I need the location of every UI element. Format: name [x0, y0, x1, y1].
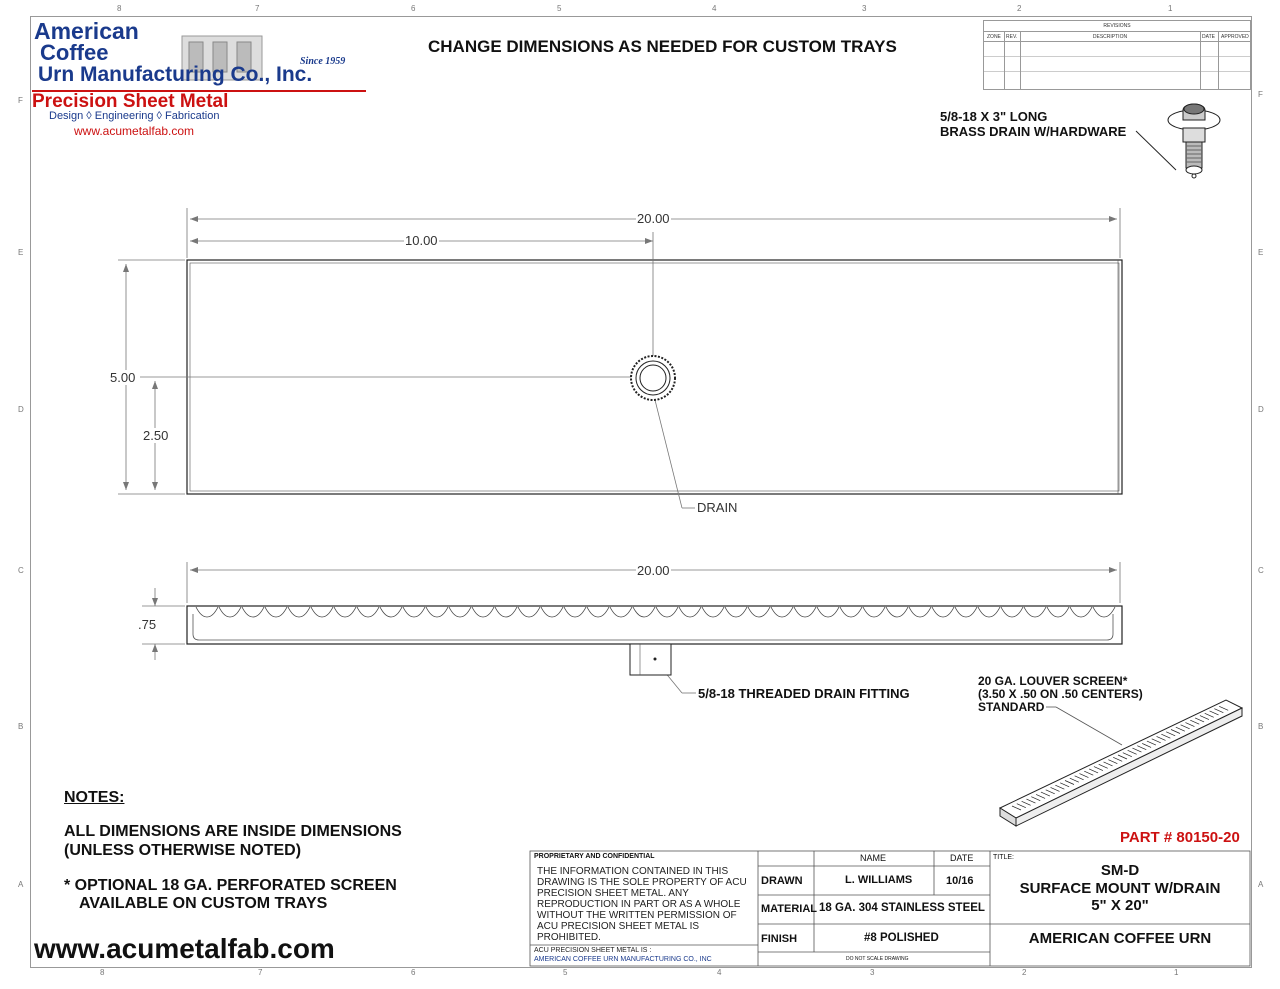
logo-line-urn: Urn Manufacturing Co., Inc. [38, 63, 313, 86]
acu-company: AMERICAN COFFEE URN MANUFACTURING CO., INC [534, 956, 712, 963]
zone-col-bottom-2: 2 [1022, 968, 1027, 977]
date-header: DATE [950, 853, 974, 863]
dim-length-side: 20.00 [637, 563, 670, 578]
zone-col-bottom-6: 6 [411, 968, 416, 977]
material-value: 18 GA. 304 STAINLESS STEEL [819, 902, 985, 914]
logo-since: Since 1959 [300, 56, 346, 67]
zone-col-bottom-8: 8 [100, 968, 105, 977]
zone-row-right-E: E [1258, 248, 1264, 257]
tray-side-outline [187, 606, 1122, 644]
zone-col-bottom-3: 3 [870, 968, 875, 977]
material-label: MATERIAL [761, 903, 818, 915]
zone-row-left-C: C [18, 566, 24, 575]
finish-value: #8 POLISHED [864, 932, 939, 944]
zone-col-bottom-4: 4 [717, 968, 722, 977]
zone-row-left-D: D [18, 405, 24, 414]
zone-col-top-1: 1 [1168, 4, 1173, 13]
zone-row-right-A: A [1258, 880, 1264, 889]
note2-line1: * OPTIONAL 18 GA. PERFORATED SCREEN [64, 877, 397, 894]
note1-line1: ALL DIMENSIONS ARE INSIDE DIMENSIONS [64, 823, 402, 840]
zone-row-left-E: E [18, 248, 24, 257]
notes-heading: NOTES: [64, 789, 125, 806]
brass-drain-illustration [1136, 104, 1220, 178]
zone-row-left-F: F [18, 96, 23, 105]
revisions-title: REVISIONS [1103, 23, 1131, 29]
zone-col-top-7: 7 [255, 4, 260, 13]
dim-length-top: 20.00 [637, 211, 670, 226]
note1-line2: (UNLESS OTHERWISE NOTED) [64, 842, 302, 859]
zone-col-top-5: 5 [557, 4, 562, 13]
zone-col-top-4: 4 [712, 4, 717, 13]
drain-fitting [630, 644, 671, 675]
dim-half-length: 10.00 [405, 233, 438, 248]
website-link[interactable]: www.acumetalfab.com [34, 933, 335, 964]
dim-width: 5.00 [110, 370, 136, 385]
proprietary-heading: PROPRIETARY AND CONFIDENTIAL [534, 853, 655, 860]
drain-callout-line2: BRASS DRAIN W/HARDWARE [940, 124, 1127, 139]
dim-half-width: 2.50 [143, 428, 169, 443]
drain-label: DRAIN [697, 500, 738, 515]
rev-col-date: DATE [1202, 34, 1215, 40]
dim-depth: .75 [138, 617, 157, 632]
do-not-scale: DO NOT SCALE DRAWING [846, 956, 909, 962]
title-line1: SM-D [1100, 862, 1140, 879]
zone-col-top-8: 8 [117, 4, 122, 13]
zone-col-top-2: 2 [1017, 4, 1022, 13]
top-view [118, 208, 1122, 508]
logo-line-american: American [34, 18, 139, 44]
screen-callout-line3: STANDARD [978, 700, 1045, 714]
rev-col-approved: APPROVED [1221, 34, 1249, 40]
name-header: NAME [860, 853, 887, 863]
title-line3: 5" X 20" [1091, 897, 1149, 914]
drawn-name: L. WILLIAMS [845, 874, 913, 886]
acu-line [534, 947, 651, 954]
screen-callout-line1: 20 GA. LOUVER SCREEN* [978, 674, 1128, 688]
part-number: PART # 80150-20 [1120, 829, 1240, 846]
rev-col-description: DESCRIPTION [1092, 34, 1128, 40]
zone-row-right-B: B [1258, 722, 1264, 731]
zone-row-right-F: F [1258, 90, 1263, 99]
louver-screen-illustration [1000, 700, 1242, 826]
drawn-date: 10/16 [946, 875, 974, 887]
fitting-label: 5/8-18 THREADED DRAIN FITTING [698, 686, 910, 701]
zone-row-right-C: C [1258, 566, 1264, 575]
title-label: TITLE: [993, 854, 1015, 861]
zone-col-bottom-1: 1 [1174, 968, 1179, 977]
louver-profile [196, 607, 1115, 617]
rev-col-zone: ZONE [987, 34, 1001, 40]
logo-line-coffee: Coffee [40, 40, 109, 65]
logo-url[interactable]: www.acumetalfab.com [74, 124, 195, 138]
note2-line2: AVAILABLE ON CUSTOM TRAYS [79, 895, 328, 912]
acu-line-text: ACU PRECISION SHEET METAL IS : [534, 947, 652, 954]
screen-callout-line2: (3.50 X .50 ON .50 CENTERS) [978, 687, 1143, 701]
company-name: AMERICAN COFFEE URN [1028, 930, 1212, 947]
zone-row-right-D: D [1258, 405, 1264, 414]
zone-col-top-3: 3 [862, 4, 867, 13]
title-line2: SURFACE MOUNT W/DRAIN [1019, 880, 1221, 897]
drain-callout-line1: 5/8-18 X 3" LONG [940, 109, 1048, 124]
finish-label: FINISH [761, 933, 798, 945]
side-view [142, 562, 1122, 693]
zone-col-top-6: 6 [411, 4, 416, 13]
logo-services: Design ◊ Engineering ◊ Fabrication [49, 110, 220, 122]
drawn-label: DRAWN [761, 875, 803, 887]
page-title: CHANGE DIMENSIONS AS NEEDED FOR CUSTOM TRAYS [428, 37, 897, 56]
rev-col-rev: REV. [1006, 34, 1018, 40]
proprietary-text: THE INFORMATION CONTAINED IN THIS DRAWING IS THE SOLE PROPERTY OF ACU PRECISION SHEET METAL. ANY REPRODUCTION IN PART OR AS A WHOLE WITHOUT THE WRITTEN PERMISSION OF ACU PRECISION SHEET METAL IS PROHIBITED. [537, 866, 747, 943]
zone-row-left-B: B [18, 722, 24, 731]
zone-row-left-A: A [18, 880, 24, 889]
zone-col-bottom-7: 7 [258, 968, 263, 977]
zone-col-bottom-5: 5 [563, 968, 568, 977]
logo-tagline: Precision Sheet Metal [32, 91, 229, 112]
